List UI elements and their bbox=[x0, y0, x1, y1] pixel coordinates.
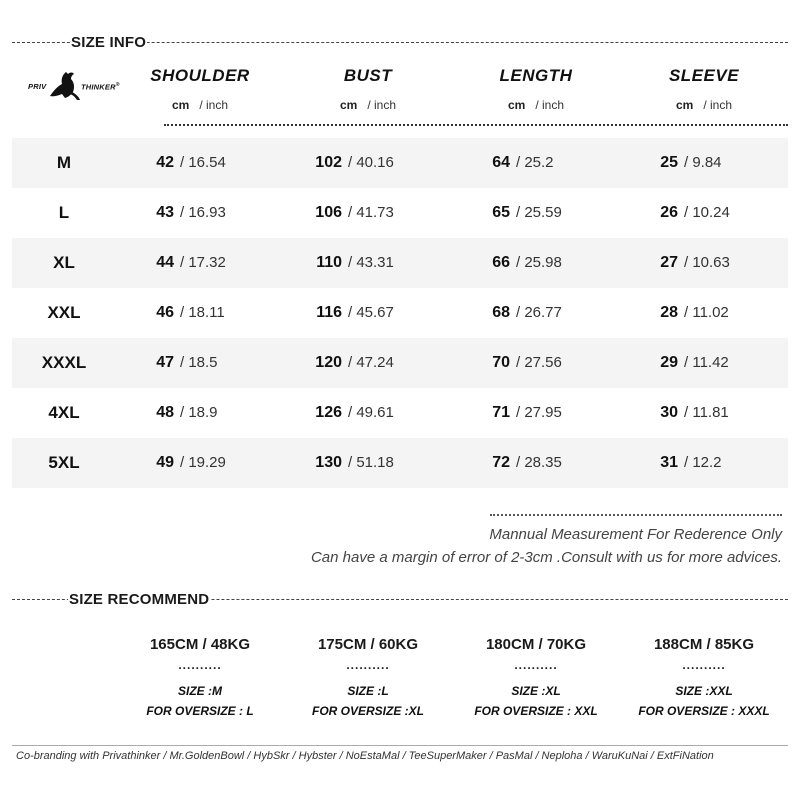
table-row bbox=[12, 288, 788, 338]
recommend-fit bbox=[284, 681, 452, 721]
value-cm: 126 bbox=[315, 404, 342, 421]
brand-logo bbox=[28, 68, 130, 108]
recommend-size: SIZE :L bbox=[347, 684, 389, 698]
measurement-cell bbox=[300, 288, 394, 338]
value-inch: / 41.73 bbox=[348, 204, 394, 221]
value-cm: 116 bbox=[316, 304, 342, 321]
size-info-title: SIZE INFO bbox=[71, 34, 147, 51]
value-inch: / 18.11 bbox=[180, 304, 225, 321]
measurement-cell bbox=[468, 388, 562, 438]
value-cm: 26 bbox=[660, 204, 678, 221]
value-cm: 106 bbox=[315, 204, 342, 221]
note-margin-of-error: Can have a margin of error of 2-3cm .Consult with us for more advices. bbox=[310, 549, 782, 566]
measurement-cell bbox=[132, 438, 226, 488]
value-inch: / 9.84 bbox=[684, 154, 722, 171]
recommend-height-weight: 180CM / 70KG bbox=[485, 636, 587, 653]
value-inch: / 27.95 bbox=[516, 404, 562, 421]
measurement-cell bbox=[636, 288, 729, 338]
column-header-length bbox=[466, 66, 606, 112]
measurement-cell bbox=[300, 238, 394, 288]
value-inch: / 11.02 bbox=[684, 304, 729, 321]
recommend-size: SIZE :XL bbox=[511, 684, 561, 698]
column-title: SLEEVE bbox=[668, 66, 740, 85]
measurement-cell bbox=[636, 438, 722, 488]
measurement-cell bbox=[468, 238, 562, 288]
value-cm: 130 bbox=[315, 454, 342, 471]
value-cm: 66 bbox=[492, 254, 510, 271]
column-units: cm / inch bbox=[507, 98, 565, 112]
brand-logo-text-right: THINKER® bbox=[81, 82, 120, 92]
table-row bbox=[12, 438, 788, 488]
recommend-oversize: FOR OVERSIZE : L bbox=[146, 704, 254, 718]
column-units: cm / inch bbox=[339, 98, 397, 112]
value-inch: / 10.63 bbox=[684, 254, 730, 271]
value-cm: 30 bbox=[660, 404, 678, 421]
value-inch: / 12.2 bbox=[684, 454, 722, 471]
recommend-item bbox=[452, 636, 620, 721]
measurement-cell bbox=[132, 188, 226, 238]
value-inch: / 19.29 bbox=[180, 454, 226, 471]
value-cm: 46 bbox=[156, 304, 174, 321]
value-inch: / 16.54 bbox=[180, 154, 226, 171]
value-inch: / 43.31 bbox=[348, 254, 394, 271]
measurement-cell bbox=[300, 338, 394, 388]
value-cm: 49 bbox=[156, 454, 174, 471]
value-cm: 102 bbox=[315, 154, 342, 171]
recommend-dots: .......... bbox=[346, 658, 390, 672]
note-measurement: Mannual Measurement For Rederence Only bbox=[489, 526, 782, 543]
measurement-cell bbox=[468, 188, 562, 238]
measurement-cell bbox=[132, 138, 226, 188]
value-cm: 27 bbox=[660, 254, 678, 271]
measurement-cell bbox=[468, 288, 562, 338]
value-inch: / 11.81 bbox=[684, 404, 729, 421]
recommend-fit bbox=[452, 681, 620, 721]
recommend-size: SIZE :M bbox=[178, 684, 222, 698]
value-cm: 70 bbox=[492, 354, 510, 371]
measurement-cell bbox=[132, 288, 225, 338]
value-cm: 48 bbox=[156, 404, 174, 421]
size-label: 4XL bbox=[48, 403, 80, 422]
size-recommend-title: SIZE RECOMMEND bbox=[69, 591, 210, 608]
value-inch: / 25.2 bbox=[516, 154, 554, 171]
value-inch: / 40.16 bbox=[348, 154, 394, 171]
size-label: XL bbox=[53, 253, 75, 272]
column-header-shoulder bbox=[130, 66, 270, 112]
value-cm: 25 bbox=[660, 154, 678, 171]
value-inch: / 17.32 bbox=[180, 254, 226, 271]
measurement-cell bbox=[636, 338, 729, 388]
value-cm: 65 bbox=[492, 204, 510, 221]
size-recommend-header bbox=[12, 591, 788, 609]
column-title: BUST bbox=[343, 66, 393, 85]
recommend-height-weight: 165CM / 48KG bbox=[149, 636, 251, 653]
value-inch: / 10.24 bbox=[684, 204, 730, 221]
measurement-cell bbox=[132, 238, 226, 288]
measurement-cell bbox=[300, 138, 394, 188]
column-header-sleeve bbox=[634, 66, 774, 112]
value-inch: / 45.67 bbox=[348, 304, 394, 321]
measurement-cell bbox=[132, 388, 218, 438]
value-cm: 71 bbox=[492, 404, 510, 421]
value-cm: 47 bbox=[156, 354, 174, 371]
measurement-cell bbox=[468, 338, 562, 388]
size-label: 5XL bbox=[48, 453, 80, 472]
value-inch: / 25.59 bbox=[516, 204, 562, 221]
column-units: cm / inch bbox=[171, 98, 229, 112]
size-label: XXL bbox=[47, 303, 81, 322]
value-inch: / 26.77 bbox=[516, 304, 562, 321]
value-inch: / 47.24 bbox=[348, 354, 394, 371]
measurement-cell bbox=[636, 238, 730, 288]
table-row bbox=[12, 138, 788, 188]
recommend-dots: .......... bbox=[514, 658, 558, 672]
value-cm: 64 bbox=[492, 154, 510, 171]
measurement-cell bbox=[300, 438, 394, 488]
value-inch: / 49.61 bbox=[348, 404, 394, 421]
recommend-oversize: FOR OVERSIZE : XXL bbox=[474, 704, 598, 718]
recommend-item bbox=[284, 636, 452, 721]
measurement-cell bbox=[132, 338, 218, 388]
value-cm: 68 bbox=[492, 304, 510, 321]
recommend-dots: .......... bbox=[178, 658, 222, 672]
value-cm: 110 bbox=[316, 254, 342, 271]
recommend-height-weight: 188CM / 85KG bbox=[653, 636, 755, 653]
value-inch: / 18.9 bbox=[180, 404, 218, 421]
column-title: LENGTH bbox=[499, 66, 573, 85]
measurement-cell bbox=[636, 188, 730, 238]
header-divider bbox=[164, 124, 788, 126]
co-branding-footer: Co-branding with Privathinker / Mr.GoldenBowl / HybSkr / Hybster / NoEstaMal / TeeSuperMaker / PasMal / Neploha / WaruKuNai / ExtFiNation bbox=[16, 750, 714, 762]
recommend-fit bbox=[620, 681, 788, 721]
value-inch: / 28.35 bbox=[516, 454, 562, 471]
measurement-cell bbox=[300, 388, 394, 438]
notes-divider bbox=[490, 514, 782, 516]
value-cm: 29 bbox=[660, 354, 678, 371]
value-cm: 43 bbox=[156, 204, 174, 221]
measurement-cell bbox=[636, 138, 722, 188]
value-inch: / 51.18 bbox=[348, 454, 394, 471]
recommend-dots: .......... bbox=[682, 658, 726, 672]
column-title: SHOULDER bbox=[150, 66, 250, 85]
footer-divider bbox=[12, 745, 788, 746]
measurement-cell bbox=[300, 188, 394, 238]
value-cm: 120 bbox=[315, 354, 342, 371]
column-header-bust bbox=[298, 66, 438, 112]
recommend-item bbox=[116, 636, 284, 721]
value-cm: 42 bbox=[156, 154, 174, 171]
recommend-height-weight: 175CM / 60KG bbox=[317, 636, 419, 653]
value-inch: / 18.5 bbox=[180, 354, 218, 371]
value-cm: 44 bbox=[156, 254, 174, 271]
value-cm: 72 bbox=[492, 454, 510, 471]
recommend-oversize: FOR OVERSIZE : XXXL bbox=[638, 704, 770, 718]
table-row bbox=[12, 388, 788, 438]
size-label: M bbox=[56, 153, 72, 172]
value-inch: / 27.56 bbox=[516, 354, 562, 371]
value-inch: / 11.42 bbox=[684, 354, 729, 371]
measurement-cell bbox=[636, 388, 729, 438]
measurement-cell bbox=[468, 438, 562, 488]
table-row bbox=[12, 188, 788, 238]
size-info-header bbox=[12, 34, 788, 52]
column-units: cm / inch bbox=[675, 98, 733, 112]
value-cm: 31 bbox=[660, 454, 678, 471]
table-row bbox=[12, 238, 788, 288]
measurement-cell bbox=[468, 138, 554, 188]
recommend-size: SIZE :XXL bbox=[675, 684, 733, 698]
value-inch: / 16.93 bbox=[180, 204, 226, 221]
table-row bbox=[12, 338, 788, 388]
brand-logo-text-left: PRIV bbox=[28, 82, 47, 91]
recommend-fit bbox=[116, 681, 284, 721]
size-label: XXXL bbox=[41, 353, 87, 372]
value-inch: / 25.98 bbox=[516, 254, 562, 271]
recommend-oversize: FOR OVERSIZE :XL bbox=[311, 704, 424, 718]
recommend-item bbox=[620, 636, 788, 721]
value-cm: 28 bbox=[660, 304, 678, 321]
size-label: L bbox=[58, 203, 70, 222]
panther-icon bbox=[48, 68, 82, 102]
